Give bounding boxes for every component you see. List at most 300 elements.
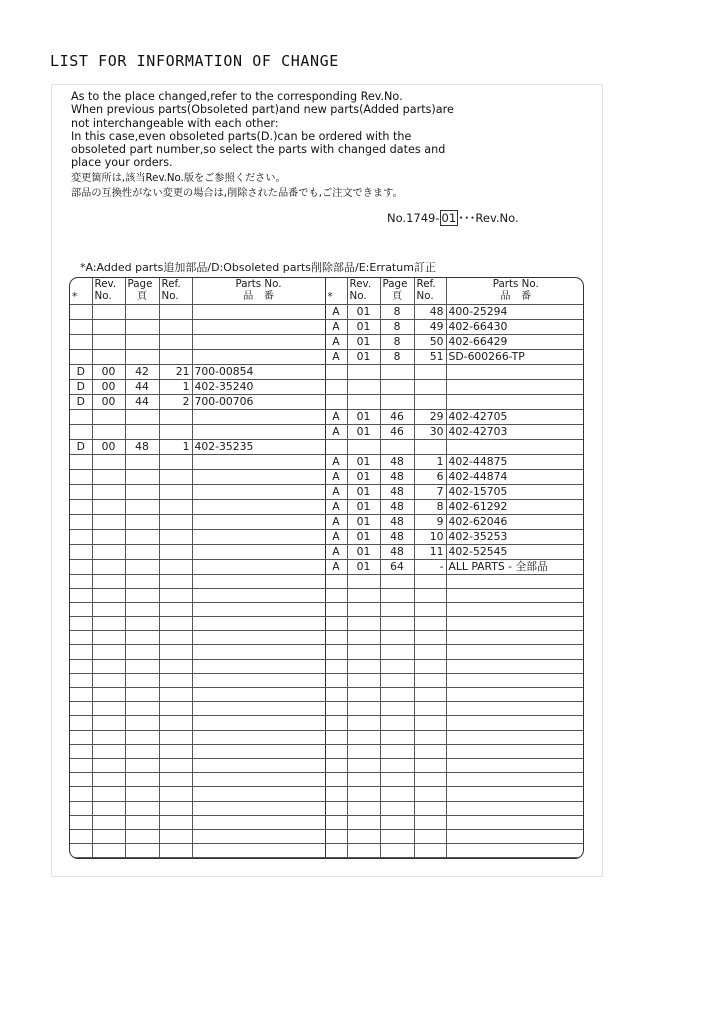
left-cell-parts: [192, 787, 325, 801]
right-cell-ref: [414, 688, 446, 702]
table-header-row: [70, 278, 584, 304]
left-cell-type: [70, 673, 92, 687]
left-cell-parts: [192, 602, 325, 616]
right-cell-parts: [446, 439, 584, 454]
change-table: [69, 277, 584, 859]
right-cell-rev: 01: [347, 514, 380, 529]
left-cell-rev: [92, 673, 125, 687]
right-cell-page: 8: [380, 319, 414, 334]
left-cell-parts: [192, 484, 325, 499]
left-cell-ref: [159, 588, 192, 602]
right-cell-parts: [446, 631, 584, 645]
note-line-jp: 変更箇所は,該当Rev.No.版をご参照ください。: [71, 173, 286, 184]
table-row: [70, 602, 584, 616]
header-rev: Rev. No.: [347, 278, 380, 304]
left-cell-parts: [192, 829, 325, 843]
left-cell-parts: [192, 758, 325, 772]
table-row: [70, 484, 584, 499]
header-parts: Parts No. 品 番: [192, 278, 325, 304]
left-cell-ref: [159, 829, 192, 843]
left-cell-type: [70, 716, 92, 730]
right-cell-ref: [414, 645, 446, 659]
left-cell-type: [70, 574, 92, 588]
table-row: [70, 645, 584, 659]
left-cell-page: [125, 334, 159, 349]
right-cell-type: [325, 702, 347, 716]
right-cell-ref: [414, 702, 446, 716]
left-cell-type: [70, 744, 92, 758]
right-cell-ref: 30: [414, 424, 446, 439]
right-cell-page: [380, 439, 414, 454]
left-cell-type: [70, 758, 92, 772]
note-line: place your orders.: [71, 156, 173, 170]
right-cell-parts: [446, 659, 584, 673]
right-cell-parts: 402-62046: [446, 514, 584, 529]
left-cell-rev: [92, 499, 125, 514]
right-cell-page: [380, 379, 414, 394]
right-cell-parts: [446, 744, 584, 758]
left-cell-type: [70, 688, 92, 702]
right-cell-type: [325, 829, 347, 843]
right-cell-type: [325, 574, 347, 588]
right-cell-parts: 402-44875: [446, 454, 584, 469]
left-cell-ref: [159, 304, 192, 319]
left-cell-page: [125, 602, 159, 616]
left-cell-rev: [92, 716, 125, 730]
right-cell-rev: [347, 730, 380, 744]
right-cell-type: [325, 602, 347, 616]
right-cell-parts: ALL PARTS - 全部品: [446, 559, 584, 574]
right-cell-type: A: [325, 469, 347, 484]
right-cell-page: [380, 673, 414, 687]
right-cell-rev: 01: [347, 544, 380, 559]
left-cell-ref: 2: [159, 394, 192, 409]
left-cell-page: [125, 688, 159, 702]
right-cell-rev: [347, 631, 380, 645]
left-cell-rev: [92, 787, 125, 801]
right-cell-parts: [446, 716, 584, 730]
right-cell-type: [325, 688, 347, 702]
right-cell-type: [325, 773, 347, 787]
right-cell-rev: [347, 773, 380, 787]
left-cell-type: [70, 702, 92, 716]
right-cell-page: 48: [380, 529, 414, 544]
instructions-english: [71, 90, 591, 170]
note-line: obsoleted part number,so select the parts with changed dates and: [71, 143, 446, 157]
right-cell-type: [325, 364, 347, 379]
left-cell-parts: [192, 544, 325, 559]
right-cell-rev: [347, 815, 380, 829]
table-row: [70, 334, 584, 349]
right-cell-ref: [414, 773, 446, 787]
left-cell-ref: [159, 659, 192, 673]
left-cell-rev: [92, 702, 125, 716]
left-cell-page: [125, 773, 159, 787]
left-cell-parts: 700-00706: [192, 394, 325, 409]
right-cell-page: 46: [380, 409, 414, 424]
left-cell-parts: [192, 424, 325, 439]
right-cell-rev: 01: [347, 334, 380, 349]
page-title: LIST FOR INFORMATION OF CHANGE: [50, 52, 339, 70]
left-cell-rev: [92, 319, 125, 334]
right-cell-page: 48: [380, 454, 414, 469]
note-line: In this case,even obsoleted parts(D.)can be ordered with the: [71, 129, 412, 143]
right-cell-ref: 11: [414, 544, 446, 559]
left-cell-type: D: [70, 364, 92, 379]
right-cell-type: A: [325, 499, 347, 514]
left-cell-page: [125, 844, 159, 858]
table-row: [70, 529, 584, 544]
left-cell-type: [70, 829, 92, 843]
left-cell-parts: [192, 588, 325, 602]
header-ref: Ref. No.: [414, 278, 446, 304]
left-cell-ref: [159, 617, 192, 631]
left-cell-type: [70, 645, 92, 659]
right-cell-rev: 01: [347, 499, 380, 514]
left-cell-type: [70, 334, 92, 349]
right-cell-type: A: [325, 424, 347, 439]
table-row: [70, 499, 584, 514]
left-cell-ref: [159, 529, 192, 544]
left-cell-rev: [92, 631, 125, 645]
table-row: [70, 588, 584, 602]
right-cell-rev: [347, 617, 380, 631]
table-row: [70, 364, 584, 379]
left-cell-parts: [192, 529, 325, 544]
left-cell-rev: [92, 758, 125, 772]
left-cell-ref: [159, 801, 192, 815]
right-cell-page: 48: [380, 544, 414, 559]
left-cell-ref: [159, 319, 192, 334]
left-cell-type: [70, 544, 92, 559]
header-star: *: [325, 278, 347, 304]
right-cell-parts: [446, 730, 584, 744]
header-parts: Parts No. 品 番: [446, 278, 584, 304]
right-cell-ref: [414, 758, 446, 772]
left-cell-ref: [159, 631, 192, 645]
left-cell-page: [125, 454, 159, 469]
right-cell-rev: [347, 688, 380, 702]
right-cell-rev: [347, 758, 380, 772]
left-cell-type: [70, 588, 92, 602]
right-cell-rev: 01: [347, 424, 380, 439]
right-cell-ref: [414, 394, 446, 409]
left-cell-page: [125, 815, 159, 829]
right-cell-rev: [347, 702, 380, 716]
right-cell-type: [325, 716, 347, 730]
left-cell-page: [125, 484, 159, 499]
right-cell-parts: [446, 379, 584, 394]
right-cell-page: [380, 645, 414, 659]
right-cell-page: [380, 787, 414, 801]
right-cell-page: [380, 829, 414, 843]
left-cell-rev: [92, 544, 125, 559]
right-cell-rev: 01: [347, 409, 380, 424]
right-cell-rev: 01: [347, 454, 380, 469]
left-cell-type: [70, 424, 92, 439]
left-cell-parts: [192, 334, 325, 349]
left-cell-page: [125, 409, 159, 424]
right-cell-type: [325, 645, 347, 659]
revision-prefix: No.1749-: [387, 211, 440, 225]
right-cell-page: [380, 602, 414, 616]
note-line-jp: 部品の互換性がない変更の場合は,削除された品番でも,ご注文できます。: [71, 187, 403, 199]
left-cell-ref: [159, 716, 192, 730]
table-row: [70, 617, 584, 631]
left-cell-page: [125, 559, 159, 574]
right-cell-page: [380, 844, 414, 858]
left-cell-rev: [92, 349, 125, 364]
left-cell-type: [70, 499, 92, 514]
right-cell-parts: [446, 815, 584, 829]
left-cell-rev: [92, 659, 125, 673]
note-line: When previous parts(Obsoleted part)and new parts(Added parts)are: [71, 103, 454, 117]
right-cell-type: [325, 659, 347, 673]
right-cell-page: 8: [380, 334, 414, 349]
table-row: [70, 758, 584, 772]
right-cell-parts: [446, 844, 584, 858]
right-cell-parts: [446, 688, 584, 702]
left-cell-type: [70, 484, 92, 499]
right-cell-type: [325, 787, 347, 801]
left-cell-type: [70, 773, 92, 787]
right-cell-ref: [414, 829, 446, 843]
left-cell-ref: [159, 334, 192, 349]
left-cell-parts: [192, 659, 325, 673]
left-cell-type: [70, 514, 92, 529]
right-cell-type: A: [325, 349, 347, 364]
left-cell-parts: [192, 844, 325, 858]
right-cell-page: [380, 688, 414, 702]
right-cell-page: [380, 588, 414, 602]
right-cell-ref: 1: [414, 454, 446, 469]
left-cell-parts: [192, 454, 325, 469]
right-cell-ref: [414, 659, 446, 673]
right-cell-type: [325, 588, 347, 602]
right-cell-type: [325, 673, 347, 687]
left-cell-ref: [159, 499, 192, 514]
left-cell-type: [70, 529, 92, 544]
left-cell-parts: [192, 319, 325, 334]
table-row: [70, 439, 584, 454]
left-cell-parts: [192, 514, 325, 529]
right-cell-parts: 402-66429: [446, 334, 584, 349]
header-ref: Ref. No.: [159, 278, 192, 304]
left-cell-parts: [192, 801, 325, 815]
right-cell-type: A: [325, 409, 347, 424]
left-cell-type: D: [70, 379, 92, 394]
right-cell-ref: [414, 744, 446, 758]
left-cell-ref: [159, 514, 192, 529]
right-cell-parts: 402-52545: [446, 544, 584, 559]
right-cell-page: [380, 364, 414, 379]
right-cell-rev: [347, 673, 380, 687]
left-cell-type: [70, 559, 92, 574]
left-cell-parts: [192, 574, 325, 588]
table-row: [70, 688, 584, 702]
right-cell-parts: [446, 773, 584, 787]
left-cell-ref: [159, 744, 192, 758]
right-cell-ref: 48: [414, 304, 446, 319]
right-cell-rev: 01: [347, 349, 380, 364]
right-cell-ref: 49: [414, 319, 446, 334]
right-cell-page: [380, 617, 414, 631]
right-cell-type: [325, 815, 347, 829]
note-line: As to the place changed,refer to the corresponding Rev.No.: [71, 90, 403, 103]
right-cell-rev: [347, 716, 380, 730]
left-cell-page: [125, 829, 159, 843]
revision-number: [387, 210, 519, 226]
left-cell-page: [125, 702, 159, 716]
header-rev: Rev. No.: [92, 278, 125, 304]
right-cell-type: [325, 730, 347, 744]
table-row: [70, 702, 584, 716]
left-cell-type: [70, 659, 92, 673]
left-cell-page: [125, 758, 159, 772]
table-row: [70, 773, 584, 787]
right-cell-ref: 10: [414, 529, 446, 544]
left-cell-type: [70, 787, 92, 801]
right-cell-rev: [347, 659, 380, 673]
table-row: [70, 730, 584, 744]
right-cell-ref: [414, 801, 446, 815]
left-cell-rev: [92, 688, 125, 702]
left-cell-page: [125, 514, 159, 529]
right-cell-ref: [414, 673, 446, 687]
left-cell-ref: [159, 544, 192, 559]
right-cell-type: [325, 617, 347, 631]
right-cell-parts: [446, 364, 584, 379]
right-cell-page: [380, 758, 414, 772]
table-row: [70, 844, 584, 858]
right-cell-parts: [446, 758, 584, 772]
right-cell-rev: 01: [347, 304, 380, 319]
right-cell-parts: SD-600266-TP: [446, 349, 584, 364]
left-cell-ref: [159, 758, 192, 772]
right-cell-page: [380, 730, 414, 744]
left-cell-parts: [192, 673, 325, 687]
left-cell-page: [125, 801, 159, 815]
left-cell-ref: 1: [159, 379, 192, 394]
left-cell-page: 42: [125, 364, 159, 379]
revision-boxed-number: 01: [441, 211, 457, 225]
right-cell-page: [380, 702, 414, 716]
left-cell-type: D: [70, 394, 92, 409]
left-cell-rev: [92, 744, 125, 758]
table-row: [70, 454, 584, 469]
right-cell-ref: 50: [414, 334, 446, 349]
right-cell-page: [380, 574, 414, 588]
left-cell-rev: [92, 574, 125, 588]
left-cell-type: [70, 801, 92, 815]
right-cell-page: 48: [380, 469, 414, 484]
right-cell-parts: [446, 829, 584, 843]
right-cell-page: 48: [380, 514, 414, 529]
left-cell-ref: [159, 559, 192, 574]
right-cell-parts: [446, 602, 584, 616]
table-row: [70, 744, 584, 758]
left-cell-parts: [192, 469, 325, 484]
left-cell-rev: 00: [92, 364, 125, 379]
table-row: [70, 716, 584, 730]
left-cell-parts: [192, 631, 325, 645]
right-cell-ref: 29: [414, 409, 446, 424]
table-row: [70, 319, 584, 334]
left-cell-page: [125, 499, 159, 514]
right-cell-ref: [414, 631, 446, 645]
right-cell-parts: [446, 673, 584, 687]
right-cell-type: A: [325, 559, 347, 574]
table-row: [70, 815, 584, 829]
left-cell-ref: [159, 349, 192, 364]
table-row: [70, 379, 584, 394]
left-cell-rev: [92, 454, 125, 469]
left-cell-rev: [92, 484, 125, 499]
left-cell-page: [125, 529, 159, 544]
header-star: *: [70, 278, 92, 304]
right-cell-type: A: [325, 484, 347, 499]
right-cell-rev: 01: [347, 529, 380, 544]
left-cell-parts: [192, 702, 325, 716]
right-cell-parts: 402-61292: [446, 499, 584, 514]
left-cell-ref: 1: [159, 439, 192, 454]
right-cell-ref: [414, 617, 446, 631]
right-cell-rev: [347, 744, 380, 758]
right-cell-page: 8: [380, 349, 414, 364]
left-cell-rev: [92, 424, 125, 439]
left-cell-parts: [192, 559, 325, 574]
left-cell-rev: 00: [92, 394, 125, 409]
right-cell-rev: [347, 439, 380, 454]
left-cell-ref: [159, 469, 192, 484]
left-cell-rev: [92, 829, 125, 843]
right-cell-type: [325, 744, 347, 758]
right-cell-type: [325, 801, 347, 815]
right-cell-page: [380, 631, 414, 645]
left-cell-type: [70, 602, 92, 616]
left-cell-ref: [159, 645, 192, 659]
left-cell-parts: [192, 744, 325, 758]
left-cell-rev: 00: [92, 439, 125, 454]
left-cell-parts: [192, 304, 325, 319]
right-cell-rev: 01: [347, 559, 380, 574]
right-cell-parts: 402-35253: [446, 529, 584, 544]
left-cell-type: [70, 469, 92, 484]
left-cell-type: [70, 730, 92, 744]
left-cell-type: [70, 631, 92, 645]
right-cell-parts: [446, 801, 584, 815]
right-cell-ref: 9: [414, 514, 446, 529]
left-cell-parts: [192, 409, 325, 424]
right-cell-type: [325, 631, 347, 645]
left-cell-rev: 00: [92, 379, 125, 394]
right-cell-ref: [414, 787, 446, 801]
left-cell-ref: [159, 844, 192, 858]
right-cell-rev: [347, 394, 380, 409]
left-cell-parts: [192, 716, 325, 730]
right-cell-ref: 51: [414, 349, 446, 364]
left-cell-type: [70, 319, 92, 334]
right-cell-ref: [414, 730, 446, 744]
right-cell-rev: [347, 379, 380, 394]
right-cell-type: [325, 379, 347, 394]
table-row: [70, 544, 584, 559]
left-cell-ref: [159, 484, 192, 499]
right-cell-type: A: [325, 529, 347, 544]
right-cell-rev: [347, 787, 380, 801]
right-cell-rev: [347, 364, 380, 379]
left-cell-page: [125, 319, 159, 334]
